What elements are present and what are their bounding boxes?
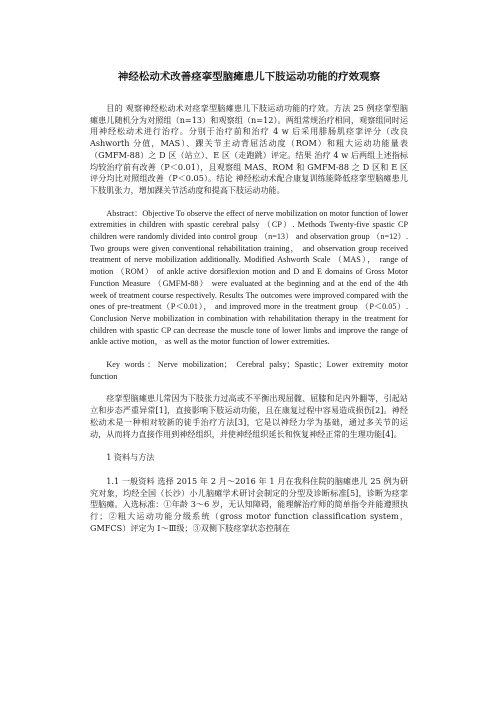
paper-title: 神经松动术改善痉挛型脑瘫患儿下肢运动功能的疗效观察 — [117, 71, 381, 83]
section-1-1-paragraph: 1.1 一般资料 选择 2015 年 2 月～2016 年 1 月在我科住院的脑瘫患儿 25 例为研究对象，均经全国（长沙）小儿脑瘫学术研讨会制定的分型及诊断标准[5]，诊断为痉挛型脑瘫。入选标准：①年龄 3～6 岁，无认知障碍，能理解治疗师的简单指令并能遵照执行；②粗大运动功能分级系统（gross motor function classification system， GMFCS）评定为 Ⅰ～Ⅲ级；③双侧下肢痉挛状态控制在 — [90, 475, 408, 533]
keywords-english: Key words：Nerve mobilization； Cerebral palsy；Spastic；Lower extremity motor function — [90, 360, 408, 381]
introduction-paragraph: 痉挛型脑瘫患儿常因为下肢张力过高或不平衡出现屈髋、屈膝和足内外翻等，引起站立和步态严重异常[1]，直接影响下肢运动功能，且在康复过程中容易造成损伤[2]。神经松动术是一种相对较新的徒手治疗方法[3]，它是以神经力学为基础，通过多关节的运动，从而将力直接作用到神经组织，并使神经组织延长和恢复神经正常的生理功能[4]。 — [90, 393, 408, 439]
abstract-english: Abstract：Objective To observe the effect of nerve mobilization on motor function of lower extremities in children with spastic cerebral palsy （CP）. Methods Twenty-five spastic CP children were randomly divided into control group （n=13） and observation group （n=12）. Two groups were given conventional rehabilitation training， and observation group received treatment of nerve mobilization additionally. Modified Ashworth Scale （MAS）， range of motion （ROM） of ankle active dorsiflexion motion and D and E domains of Gross Motor Function Measure （GMFM-88） were evaluated at the beginning and at the end of the 4th week of treatment course respectively. Results The outcomes were improved compared with the ones of pre-treatment（P＜0.01）， and improved more in the treatment group （P＜0.05）. Conclusion Nerve mobilization in combination with rehabilitation therapy in the treatment for children with spastic CP can decrease the muscle tone of lower limbs and improve the range of ankle active motion， as well as the motor function of lower extremities. — [90, 208, 408, 347]
section-heading: 1 资料与方法 — [106, 452, 155, 463]
abstract-chinese: 目的 观察神经松动术对痉挛型脑瘫患儿下肢运动功能的疗效。方法 25 例痉挛型脑瘫患儿随机分为对照组（n=13）和观察组（n=12）。两组常规治疗相同，观察组同时运用神经松动术进行治疗。分别于治疗前和治疗 4 w 后采用腓肠肌痉挛评分（改良 Ashworth 分值，MAS）、踝关节主动背屈活动度（ROM）和粗大运动功能量表（GMFM-88）之 D 区（站立）、E 区（走跑跳）评定。结果 治疗 4 w 后两组上述指标均较治疗前有改善（P＜0.01），且观察组 MAS、ROM 和 GMFM-88 之 D 区和 E 区评分均比对照组改善（P＜0.05）。结论 神经松动术配合康复训练能降低痉挛型脑瘫患儿下肢肌张力，增加踝关节活动度和提高下肢运动功能。 — [90, 103, 408, 195]
